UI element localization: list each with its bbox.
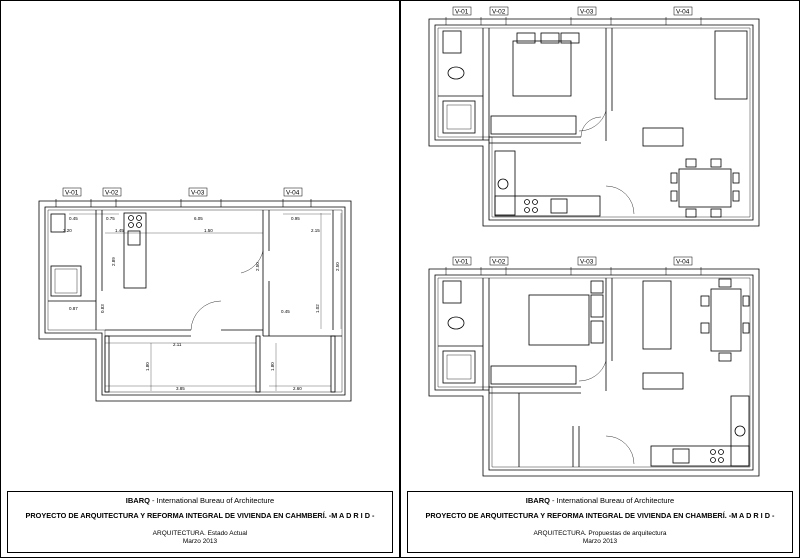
firm-name: IBARQ - International Bureau of Architecture [525,496,675,505]
drawing-date: Marzo 2013 [182,537,218,545]
dimension-text: 3.20 [63,228,72,233]
project-title: PROYECTO DE ARQUITECTURA Y REFORMA INTEGRAL DE VIVIENDA EN CHAMBERÍ. -M A D R I D - [425,511,775,520]
floor-plan-proposal-1 [401,1,800,241]
dimension-text: 3.85 [176,386,185,391]
dimension-text: 0.75 [106,216,115,221]
window-label-v02: V-02 [492,258,506,266]
dimension-text: 2.15 [311,228,320,233]
title-block [7,491,393,553]
dimension-text: 2.11 [173,342,182,347]
dimension-text: 2.50 [335,262,340,271]
drawing-subject: ARQUITECTURA. Propuestas de arquitectura [533,529,667,537]
window-label-v02: V-02 [105,189,119,197]
window-label-v02: V-02 [492,8,506,16]
window-label-v03: V-03 [580,8,594,16]
title-block [407,491,793,553]
dimension-text: 0.95 [291,216,300,221]
dimension-text: 6.05 [194,216,203,221]
window-label-v04: V-04 [676,8,690,16]
dimension-text: 0.45 [69,216,78,221]
window-label-v01: V-01 [65,189,79,197]
project-title: PROYECTO DE ARQUITECTURA Y REFORMA INTEGRAL DE VIVIENDA EN CAHMBERÍ. -M A D R I D - [25,511,375,520]
window-label-v04: V-04 [676,258,690,266]
dimension-text: 2.50 [255,262,260,271]
window-label-v01: V-01 [455,258,469,266]
drawing-date: Marzo 2013 [582,537,618,545]
dimension-text: 0.45 [281,309,290,314]
dimension-text: 0.87 [69,306,78,311]
window-label-v03: V-03 [580,258,594,266]
dimension-text: 0.83 [100,304,105,313]
drawing-subject: ARQUITECTURA. Estado Actual [152,529,248,537]
dimension-text: 2.60 [293,386,302,391]
floor-plan-existing [1,1,401,501]
dimension-text: 1.80 [270,362,275,371]
firm-name: IBARQ - International Bureau of Architecture [125,496,275,505]
dimension-text: 1.02 [315,304,320,313]
window-label-v01: V-01 [455,8,469,16]
dimension-text: 1.45 [115,228,124,233]
window-label-v04: V-04 [286,189,300,197]
floor-plan-proposal-2 [401,251,800,491]
dimension-text: 1.50 [204,228,213,233]
dimension-text: 1.80 [145,362,150,371]
dimension-text: 2.89 [111,257,116,266]
window-label-v03: V-03 [191,189,205,197]
sheet-proposals [400,0,800,558]
